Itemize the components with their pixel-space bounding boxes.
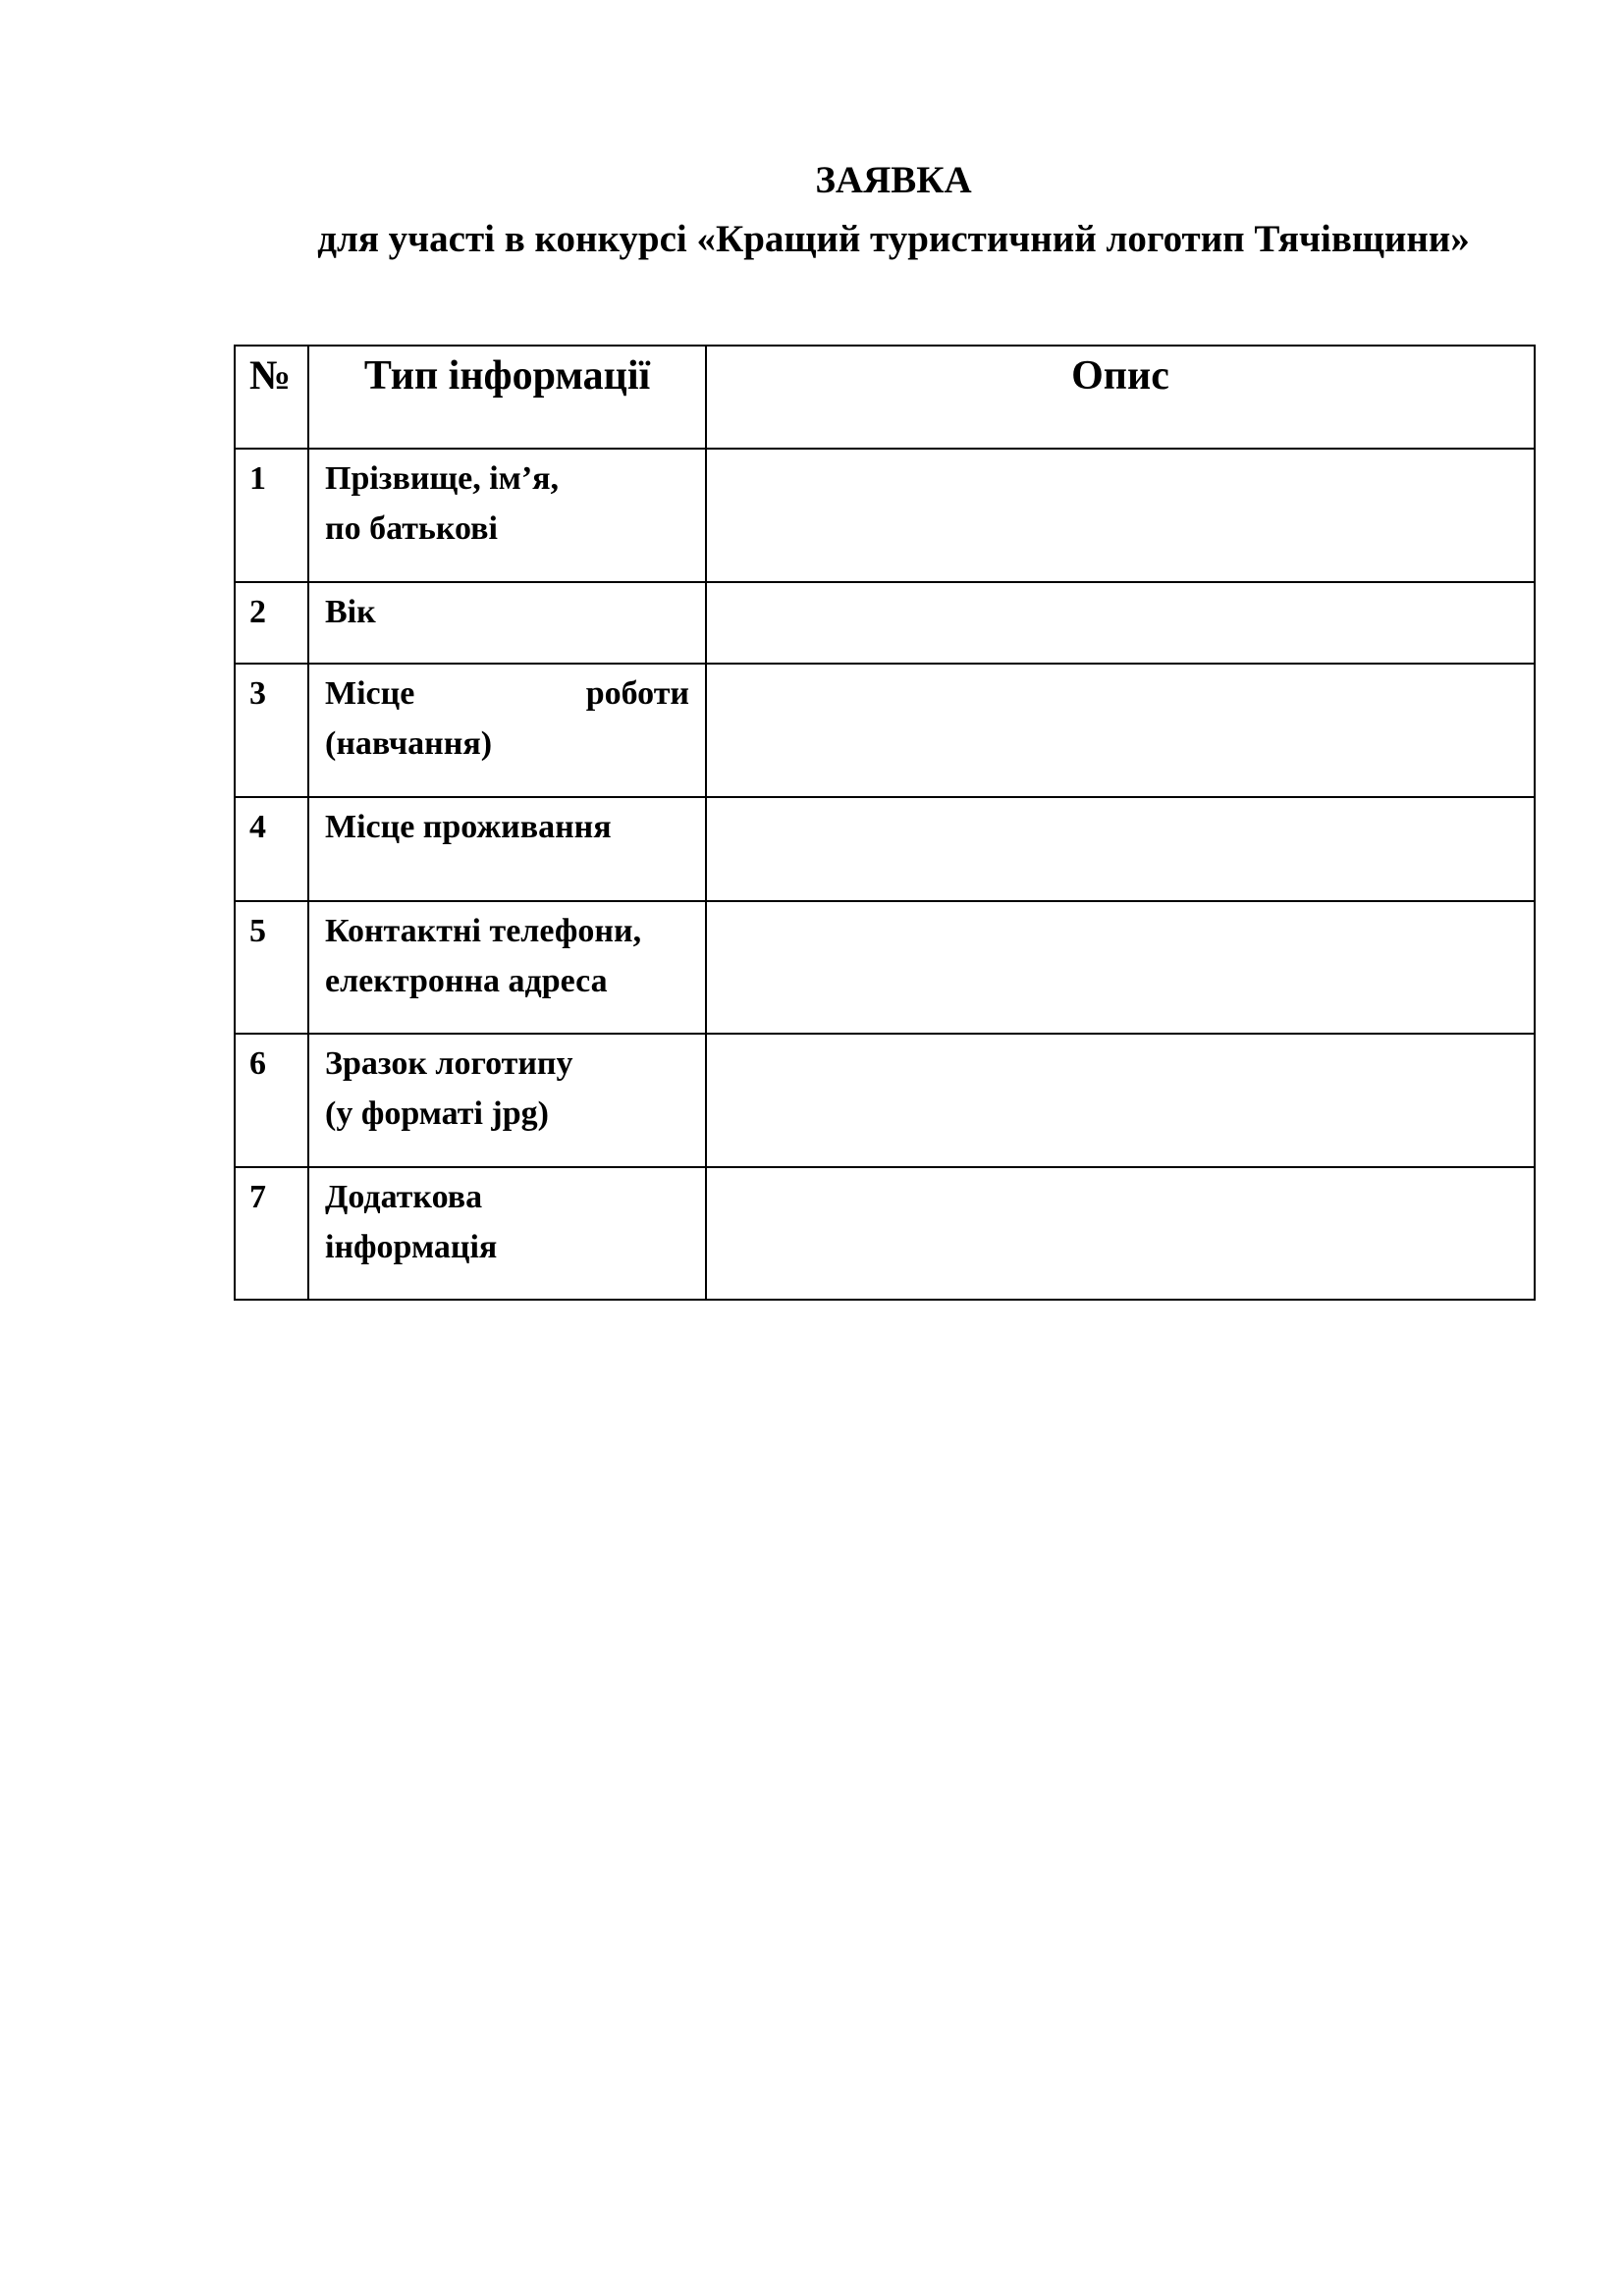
row-number: 7 <box>235 1167 308 1300</box>
header-number: № <box>235 346 308 449</box>
table-row <box>235 1034 1535 1167</box>
row-number: 2 <box>235 582 308 664</box>
row-info-type: Зразок логотипу (у форматі jpg) <box>308 1034 706 1167</box>
row-description-field[interactable] <box>706 449 1535 582</box>
table-row <box>235 664 1535 797</box>
row-description-field[interactable] <box>706 664 1535 797</box>
row-info-type: Контактні телефони, електронна адреса <box>308 901 706 1034</box>
table-row <box>235 1167 1535 1300</box>
header-info-type: Тип інформації <box>308 346 706 449</box>
document-subtitle: для участі в конкурсі «Кращий туристичний логотип Тячівщини» <box>317 218 1470 260</box>
table-header-row <box>235 346 1535 449</box>
row-info-type: Вік <box>308 582 706 664</box>
row-info-type: Додаткова інформація <box>308 1167 706 1300</box>
document-title: ЗАЯВКА <box>815 159 972 201</box>
row-description-field[interactable] <box>706 901 1535 1034</box>
table-row <box>235 582 1535 664</box>
row-number: 5 <box>235 901 308 1034</box>
row-info-type: Прізвище, ім’я, по батькові <box>308 449 706 582</box>
header-description: Опис <box>706 346 1535 449</box>
row-number: 6 <box>235 1034 308 1167</box>
table-row <box>235 449 1535 582</box>
row-info-type: Місце роботи (навчання) <box>308 664 706 797</box>
row-description-field[interactable] <box>706 1034 1535 1167</box>
row-number: 1 <box>235 449 308 582</box>
row-info-type: Місце проживання <box>308 797 706 901</box>
row-description-field[interactable] <box>706 582 1535 664</box>
row-number: 4 <box>235 797 308 901</box>
application-form-table <box>234 345 1536 1301</box>
row-number: 3 <box>235 664 308 797</box>
row-description-field[interactable] <box>706 1167 1535 1300</box>
table-row <box>235 901 1535 1034</box>
table-row <box>235 797 1535 901</box>
row-description-field[interactable] <box>706 797 1535 901</box>
